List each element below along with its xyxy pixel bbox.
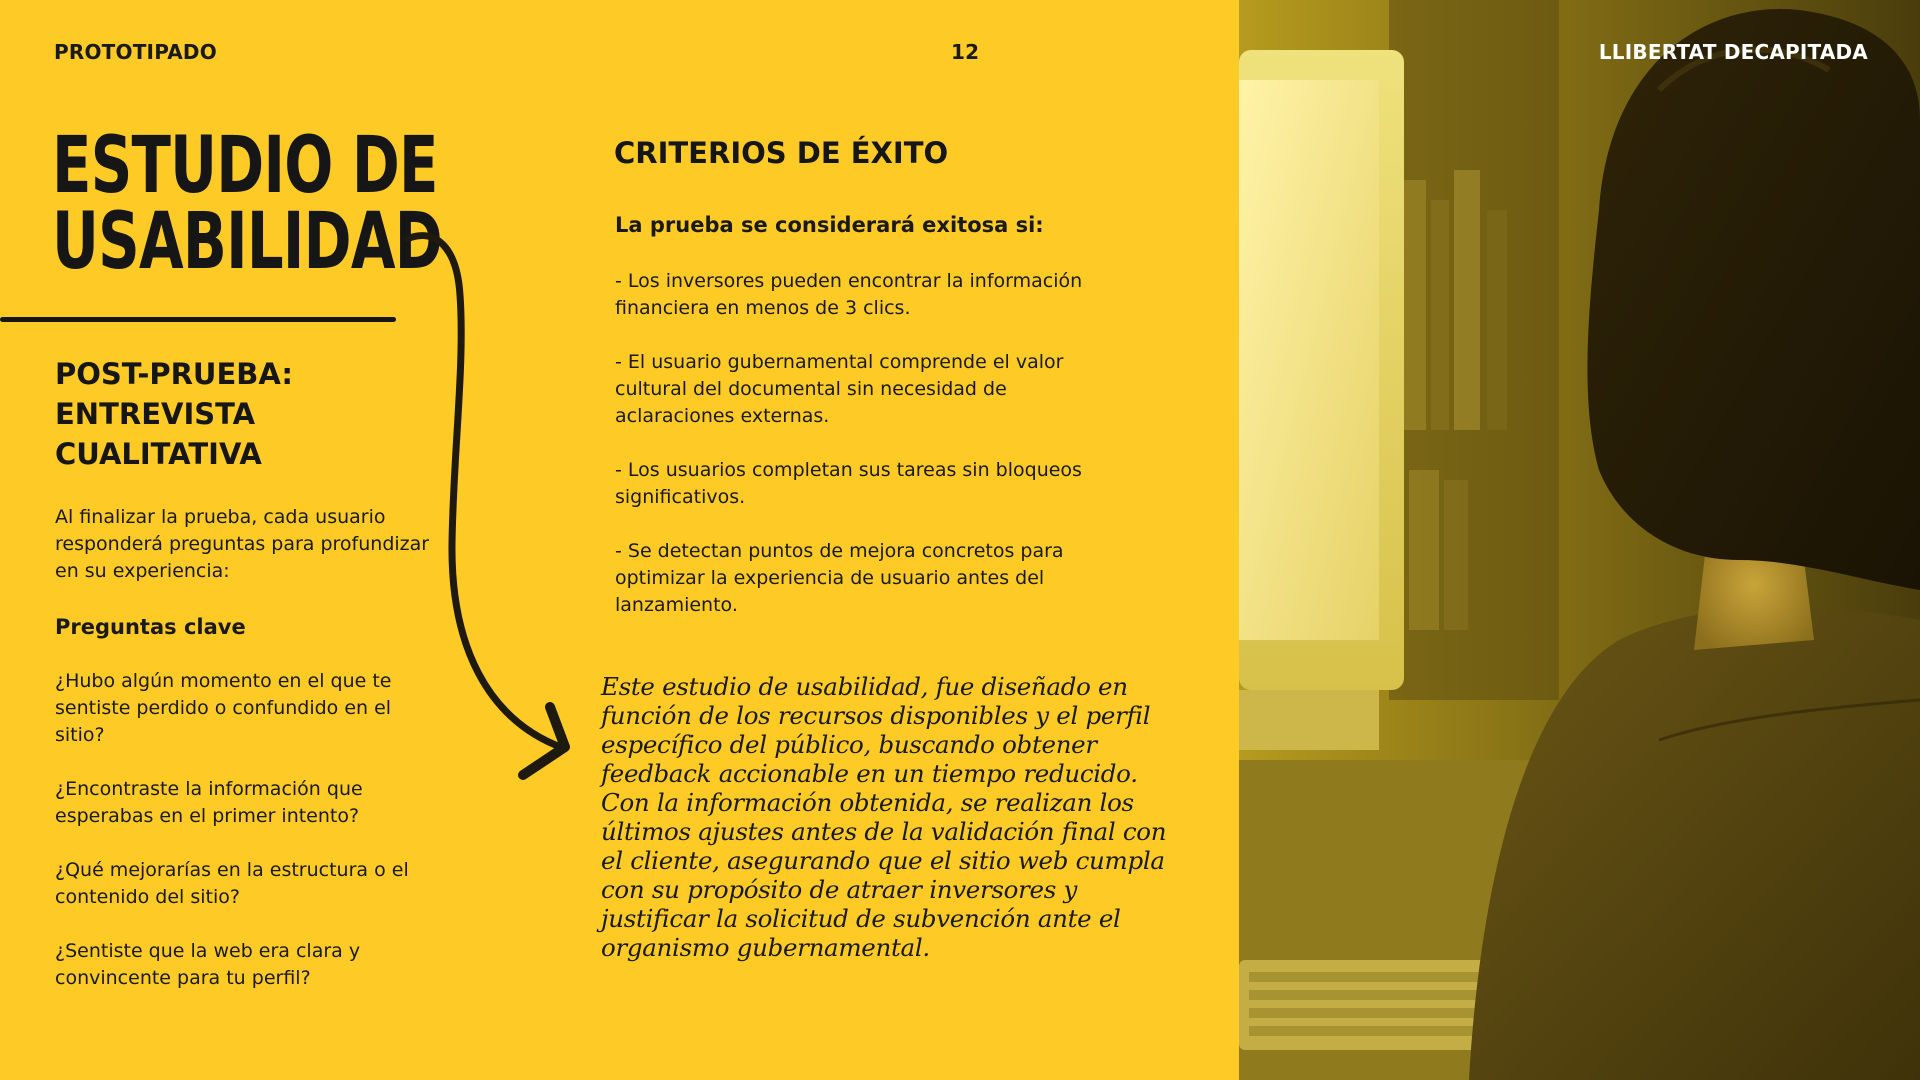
photo-panel xyxy=(1239,0,1920,1080)
criteria-list xyxy=(615,268,1085,646)
criteria-heading: CRITERIOS DE ÉXITO xyxy=(614,136,949,170)
criteria-item: - Se detectan puntos de mejora concretos para optimizar la experiencia de usuario antes del lanzamiento. xyxy=(615,540,1064,616)
questions-list xyxy=(55,668,445,1019)
handwritten-note: Este estudio de usabilidad, fue diseñado en función de los recursos disponibles y el perfil específico del público, buscando obtener feedback accionable en un tiempo reducido. Con la información obtenida, se realizan los últimos ajustes antes de la validación final con el cliente, asegurando que el sitio web cumpla con su propósito de atraer inversores y justificar la solicitud de subvención ante el organismo gubernamental. xyxy=(601,672,1167,962)
question-item: ¿Encontraste la información que esperabas en el primer intento? xyxy=(55,778,363,827)
post-test-heading-line: CUALITATIVA xyxy=(55,437,262,471)
criteria-item: - El usuario gubernamental comprende el valor cultural del documental sin necesidad de aclaraciones externas. xyxy=(615,351,1064,427)
question-item: ¿Qué mejorarías en la estructura o el contenido del sitio? xyxy=(55,859,409,908)
brand-label: LLIBERTAT DECAPITADA xyxy=(1598,40,1868,64)
criteria-item: - Los inversores pueden encontrar la información financiera en menos de 3 clics. xyxy=(615,270,1083,319)
person-at-computer-image xyxy=(1239,0,1920,1080)
page-number: 12 xyxy=(951,40,980,64)
question-item: ¿Sentiste que la web era clara y convincente para tu perfil? xyxy=(55,940,361,989)
curved-arrow-icon xyxy=(395,225,595,785)
post-test-heading-line: POST-PRUEBA: xyxy=(55,357,293,391)
page-title-line-2: USABILIDAD xyxy=(52,197,442,287)
questions-heading: Preguntas clave xyxy=(55,615,246,639)
question-item: ¿Hubo algún momento en el que te sentiste perdido o confundido en el sitio? xyxy=(55,670,392,746)
post-test-intro: Al finalizar la prueba, cada usuario responderá preguntas para profundizar en su experiencia: xyxy=(55,506,430,582)
section-label: PROTOTIPADO xyxy=(54,40,217,64)
criteria-lead: La prueba se considerará exitosa si: xyxy=(615,213,1044,237)
title-underline xyxy=(0,317,396,322)
page-title-line-1: ESTUDIO DE xyxy=(52,121,438,211)
criteria-item: - Los usuarios completan sus tareas sin bloqueos significativos. xyxy=(615,459,1082,508)
page-title xyxy=(52,121,442,287)
post-test-heading-line: ENTREVISTA xyxy=(55,397,256,431)
post-test-heading xyxy=(55,354,415,474)
